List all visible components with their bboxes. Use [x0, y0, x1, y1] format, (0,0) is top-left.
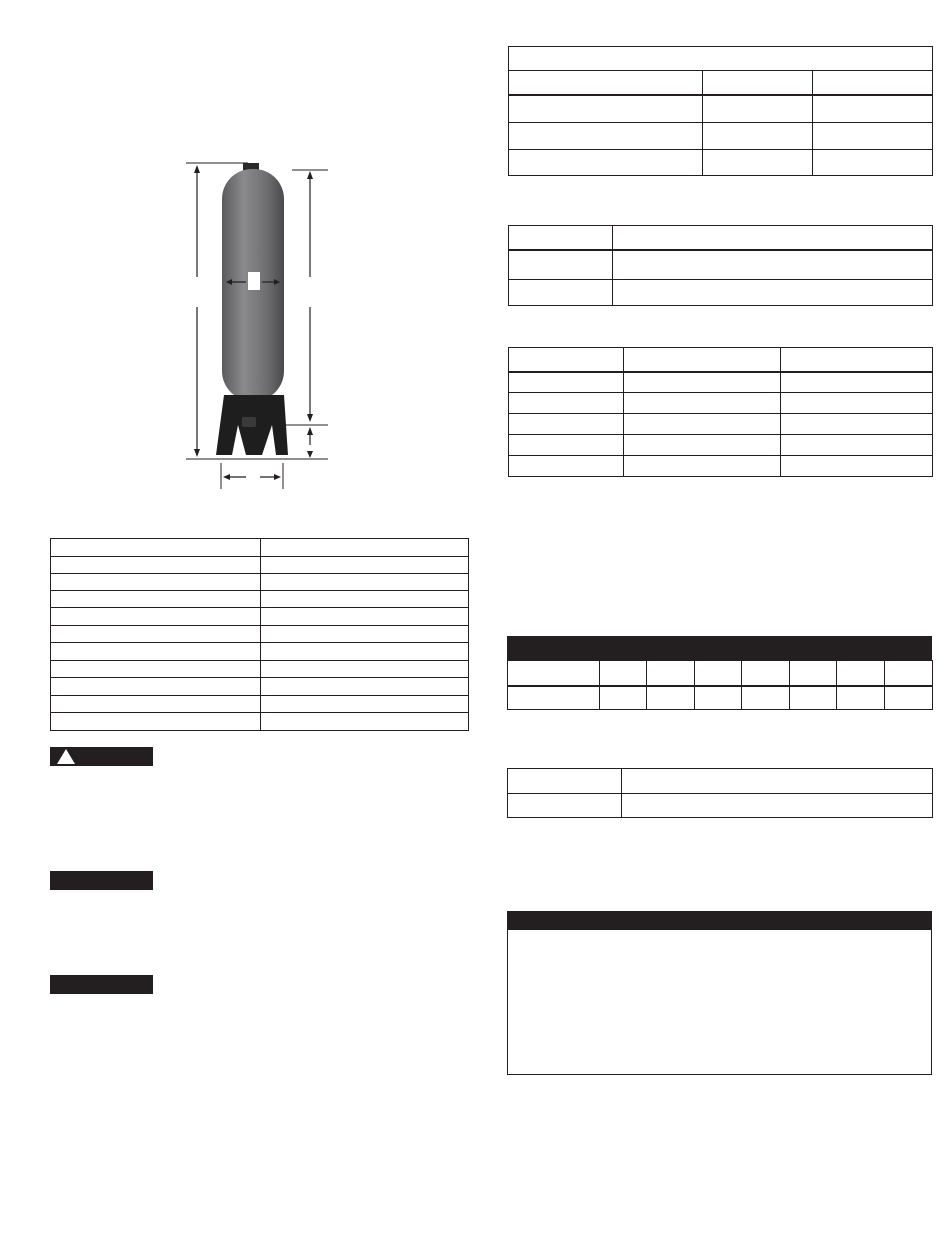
- table-row: [509, 348, 933, 372]
- table-row: [509, 250, 933, 280]
- connection-table: [508, 225, 933, 306]
- table-row: [509, 280, 933, 306]
- notice-badge: [50, 871, 153, 890]
- note-box-header: [507, 911, 932, 930]
- table-row: [509, 150, 933, 176]
- temperature-table: [507, 660, 933, 710]
- capacity-table: [507, 768, 933, 818]
- table-row: [51, 696, 469, 713]
- table-row: [508, 794, 933, 818]
- table-row: [509, 435, 933, 456]
- model-table: [508, 46, 933, 176]
- table-row: [51, 574, 469, 591]
- table-row: [51, 678, 469, 696]
- table-row: [51, 713, 469, 731]
- table-row: [509, 393, 933, 414]
- notice-badge: [50, 975, 153, 994]
- table-row: [51, 661, 469, 678]
- table-row: [51, 591, 469, 608]
- tank-label: [248, 272, 260, 290]
- table-header-row: [509, 47, 933, 71]
- table-row: [509, 456, 933, 477]
- pressure-table: [508, 347, 933, 477]
- table-row: [509, 414, 933, 435]
- table-header-bar: [507, 636, 932, 660]
- tank-specifications-table: [50, 538, 469, 731]
- table-row: [509, 123, 933, 150]
- table-row: [509, 226, 933, 250]
- table-row: [509, 95, 933, 123]
- table-row: [509, 71, 933, 95]
- table-row: [508, 769, 933, 794]
- table-row: [51, 626, 469, 643]
- table-row: [51, 557, 469, 574]
- pressure-tank-figure: [180, 155, 340, 495]
- table-row: [508, 686, 933, 710]
- table-row: [51, 539, 469, 557]
- table-row: [509, 372, 933, 393]
- table-row: [51, 643, 469, 661]
- warning-badge: [50, 747, 153, 766]
- table-row: [51, 608, 469, 626]
- note-box: [507, 929, 932, 1075]
- table-row: [508, 661, 933, 686]
- warning-triangle-icon: [56, 748, 76, 765]
